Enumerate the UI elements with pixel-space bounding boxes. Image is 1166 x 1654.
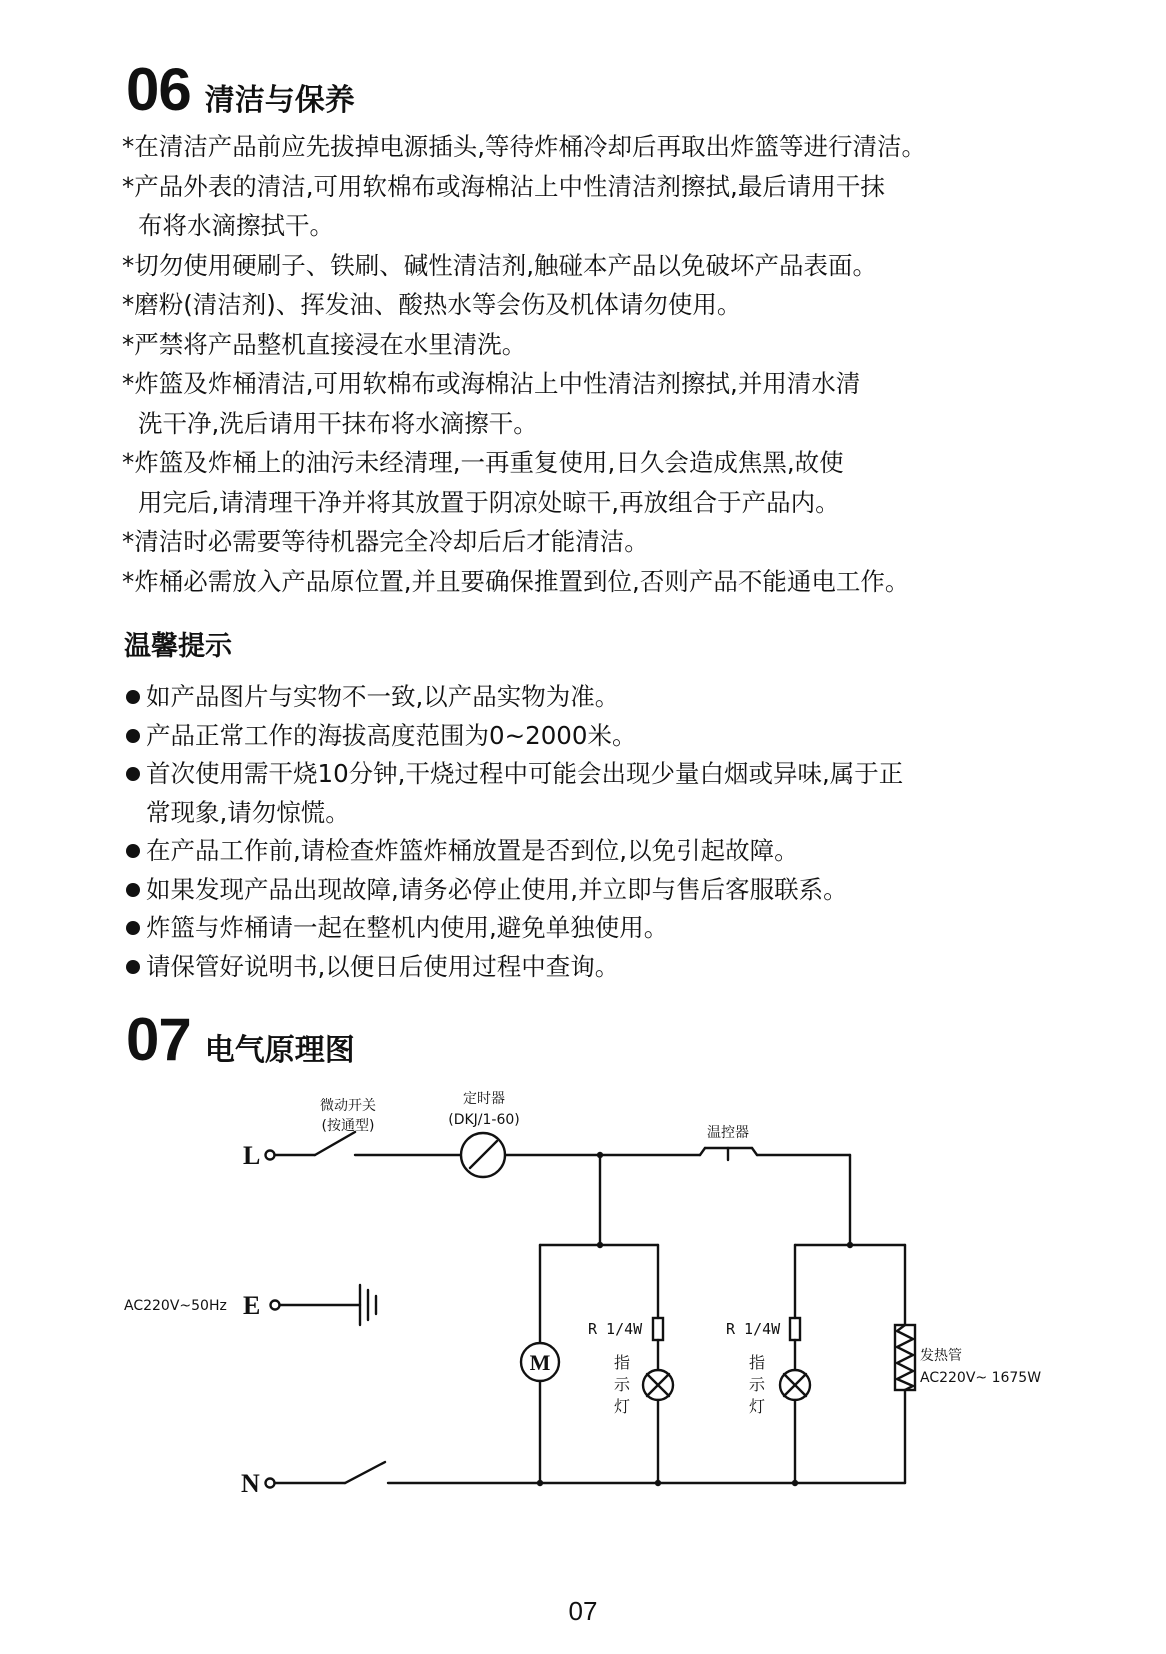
tip-text: 产品正常工作的海拔高度范围为0~2000米。: [146, 720, 637, 750]
list-item-continuation: 用完后,请清理干净并将其放置于阴凉处晾干,再放组合于产品内。: [138, 487, 840, 517]
list-item: *磨粉(清洁剂)、挥发油、酸热水等会伤及机体请勿使用。: [122, 290, 742, 319]
supply-label: AC220V~50Hz: [124, 1298, 227, 1314]
list-item-continuation: 布将水滴擦拭干。: [138, 211, 334, 240]
tip-text: 如果发现产品出现故障,请务必停止使用,并立即与售后客服联系。: [146, 874, 848, 904]
tip-text: 常现象,请勿惊慌。: [146, 797, 350, 827]
list-item: *严禁将产品整机直接浸在水里清洗。: [122, 329, 527, 359]
resistor-2-label: R 1/4W: [726, 1320, 781, 1338]
indicator-2-label-char: 指: [748, 1353, 766, 1372]
list-item: *炸篮及炸桶上的油污未经清理,一再重复使用,日久会造成焦黑,故使: [122, 448, 844, 477]
motor-label: M: [529, 1350, 551, 1375]
microswitch-label: 微动开关: [320, 1098, 376, 1114]
heater-spec-label: AC220V~ 1675W: [920, 1370, 1042, 1386]
tip-text: 在产品工作前,请检查炸篮炸桶放置是否到位,以免引起故障。: [146, 836, 799, 865]
resistor-2: [790, 1318, 800, 1340]
thermostat-label: 温控器: [707, 1125, 749, 1141]
list-item: *在清洁产品前应先拔掉电源插头,等待炸桶冷却后再取出炸篮等进行清洁。: [122, 132, 927, 161]
tip-text: 如产品图片与实物不一致,以产品实物为准。: [146, 682, 620, 711]
terminal-n-label: N: [241, 1469, 260, 1498]
microswitch-contact: [315, 1132, 355, 1155]
indicator-2-label-char: 示: [748, 1375, 766, 1394]
microswitch-type-label: (按通型): [321, 1118, 375, 1134]
tip-text: 请保管好说明书,以便日后使用过程中查询。: [146, 951, 620, 981]
page-number: 07: [568, 1596, 598, 1626]
list-item: *切勿使用硬刷子、铁刷、碱性清洁剂,触碰本产品以免破坏产品表面。: [122, 250, 878, 280]
timer-model-label: (DKJ/1-60): [448, 1112, 520, 1128]
section-title: 清洁与保养: [204, 83, 355, 118]
list-item: *炸篮及炸桶清洁,可用软棉布或海棉沾上中性清洁剂擦拭,并用清水清: [122, 369, 861, 398]
list-item: *炸桶必需放入产品原位置,并且要确保推置到位,否则产品不能通电工作。: [122, 566, 910, 596]
indicator-1-label-char: 示: [613, 1375, 631, 1394]
terminal-e-label: E: [243, 1291, 261, 1320]
n-switch-contact: [345, 1462, 385, 1483]
section-title: 电气原理图: [204, 1033, 355, 1068]
terminal-e-node: [271, 1301, 280, 1310]
terminal-l-label: L: [243, 1141, 261, 1170]
tip-text: 炸篮与炸桶请一起在整机内使用,避免单独使用。: [146, 913, 669, 942]
timer-label: 定时器: [463, 1091, 505, 1107]
terminal-n-node: [266, 1479, 275, 1488]
section-number: 07: [126, 1006, 191, 1073]
heater-label: 发热管: [920, 1348, 962, 1364]
indicator-2-label-char: 灯: [748, 1397, 766, 1416]
tip-text: 首次使用需干烧10分钟,干烧过程中可能会出现少量白烟或异味,属于正: [146, 759, 904, 788]
terminal-l-node: [266, 1151, 275, 1160]
tips-heading: 温馨提示: [124, 631, 232, 662]
indicator-1-label-char: 指: [613, 1353, 631, 1372]
list-item-continuation: 洗干净,洗后请用干抹布将水滴擦干。: [138, 408, 538, 438]
section-number: 06: [126, 56, 191, 123]
list-item: *产品外表的清洁,可用软棉布或海棉沾上中性清洁剂擦拭,最后请用干抹: [122, 171, 885, 201]
resistor-1-label: R 1/4W: [588, 1320, 643, 1338]
list-item: *清洁时必需要等待机器完全冷却后后才能清洁。: [122, 527, 649, 556]
resistor-1: [653, 1318, 663, 1340]
indicator-1-label-char: 灯: [613, 1397, 631, 1416]
